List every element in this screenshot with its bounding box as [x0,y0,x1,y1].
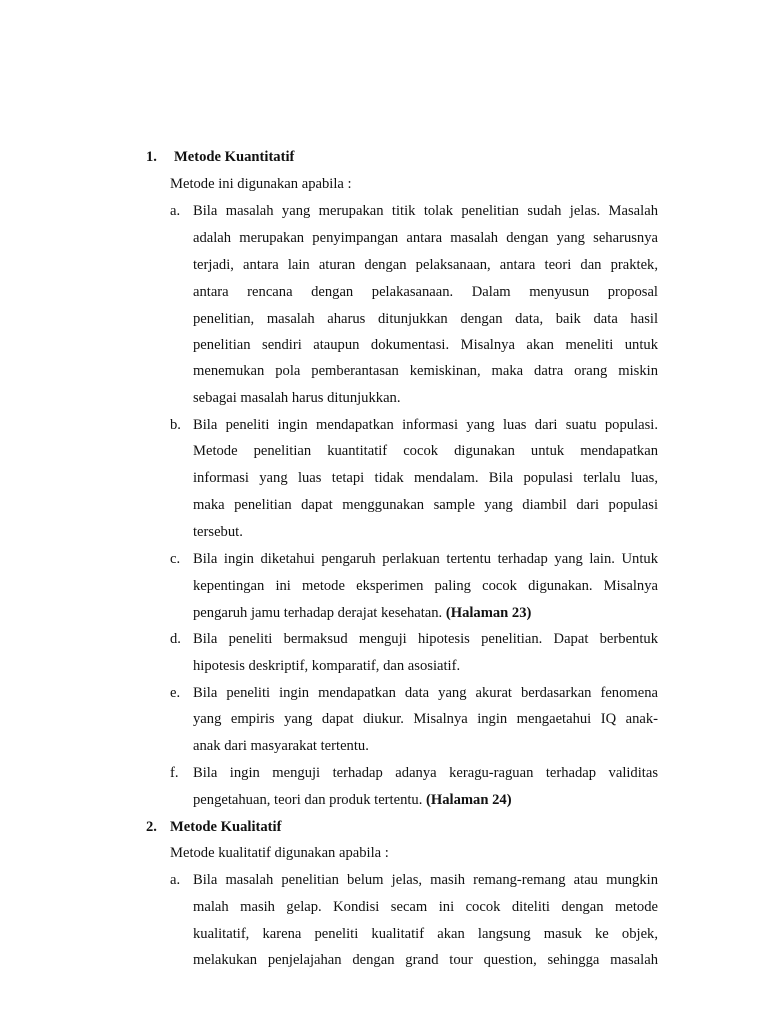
section-intro: Metode kualitatif digunakan apabila : [170,845,389,861]
list-item-line: maka penelitian dapat menggunakan sample yang diambil dari populasi [193,497,658,513]
list-marker: e. [170,685,181,701]
list-item-line: tersebut. [193,524,243,540]
list-item-line: anak dari masyarakat tertentu. [193,738,369,754]
list-item-line: Bila ingin menguji terhadap adanya keragu-raguan terhadap validitas [193,765,658,781]
list-item-line: adalah merupakan penyimpangan antara masalah dengan yang seharusnya [193,230,658,246]
list-item-line: kualitatif, karena peneliti kualitatif akan langsung masuk ke objek, [193,926,658,942]
list-item-line: hipotesis deskriptif, komparatif, dan asosiatif. [193,658,461,674]
list-item-line [193,790,512,810]
list-item-line: menemukan pola pemberantasan kemiskinan, maka datra orang miskin [193,363,658,379]
list-item-line: antara rencana dengan pelakasanaan. Dalam menyusun proposal [193,284,658,300]
page-reference: (Halaman 24) [426,792,512,808]
list-marker: a. [170,203,181,219]
list-marker: b. [170,417,181,433]
list-item-line: Bila masalah yang merupakan titik tolak penelitian sudah jelas. Masalah [193,203,658,219]
section-number: 2. [146,819,157,835]
list-item-line [193,603,531,623]
list-marker: d. [170,631,181,647]
list-marker: c. [170,551,181,567]
list-item-line: malah masih gelap. Kondisi secam ini cocok diteliti dengan metode [193,899,658,915]
list-marker: a. [170,872,181,888]
page-reference: (Halaman 23) [445,605,532,621]
section-intro: Metode ini digunakan apabila : [170,176,352,192]
list-item-line: Bila peneliti ingin mendapatkan informasi yang luas dari suatu populasi. [193,417,658,433]
list-item-line: Metode penelitian kuantitatif cocok digunakan untuk mendapatkan [193,443,658,459]
list-item-line: penelitian sendiri ataupun dokumentasi. Misalnya akan meneliti untuk [193,337,658,353]
section-title: Metode Kuantitatif [174,149,295,165]
list-item-line: Bila ingin diketahui pengaruh perlakuan tertentu terhadap yang lain. Untuk [193,551,658,567]
list-marker: f. [170,765,179,781]
list-item-line: informasi yang luas tetapi tidak mendalam. Bila populasi terlalu luas, [193,470,658,486]
list-item-line: yang empiris yang dapat diukur. Misalnya ingin mengaetahui IQ anak- [193,711,658,727]
section-title: Metode Kualitatif [170,819,282,835]
list-item-line: sebagai masalah harus ditunjukkan. [193,390,401,406]
list-item-text: pengaruh jamu terhadap derajat kesehatan. [193,605,443,621]
list-item-line: kepentingan ini metode eksperimen paling cocok digunakan. Misalnya [193,578,658,594]
list-item-line: melakukan penjelajahan dengan grand tour question, sehingga masalah [193,952,658,968]
section-number: 1. [146,149,157,165]
list-item-line: Bila peneliti bermaksud menguji hipotesis penelitian. Dapat berbentuk [193,631,658,647]
list-item-line: terjadi, antara lain aturan dengan pelaksanaan, antara teori dan praktek, [193,257,658,273]
list-item-line: Bila peneliti ingin mendapatkan data yang akurat berdasarkan fenomena [193,685,658,701]
list-item-line: Bila masalah penelitian belum jelas, masih remang-remang atau mungkin [193,872,658,888]
list-item-text: pengetahuan, teori dan produk tertentu. [193,792,423,808]
list-item-line: penelitian, masalah aharus ditunjukkan dengan data, baik data hasil [193,311,658,327]
